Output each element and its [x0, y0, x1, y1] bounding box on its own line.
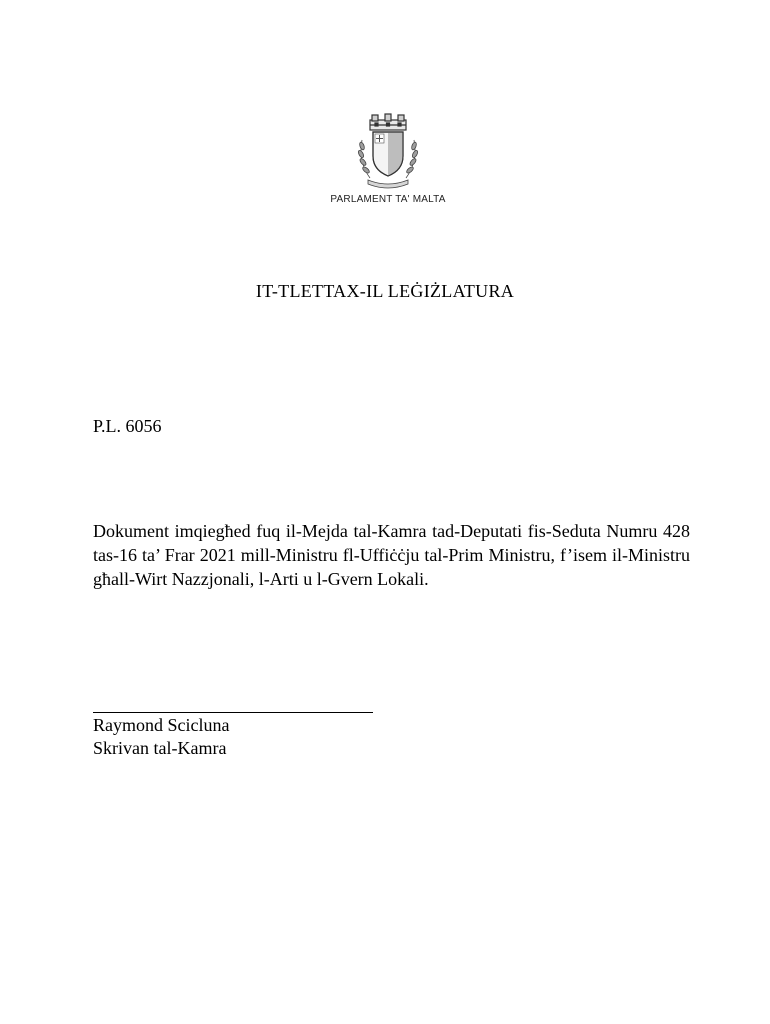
parliament-emblem: [298, 104, 478, 236]
coat-of-arms-of-malta-icon: [348, 112, 428, 192]
emblem-caption: PARLAMENT TA' MALTA: [330, 194, 446, 205]
signature-line: [93, 712, 373, 713]
legislature-heading: IT-TLETTAX-IL LEĠIŻLATURA: [255, 281, 515, 301]
document-body: Dokument imqiegħed fuq il-Mejda tal-Kamra tad-Deputati fis-Seduta Numru 428 tas-16 ta’ Frar 2021 mill-Ministru fl-Uffiċċju tal-Prim Ministru, f’isem il-Ministru għall-Wirt Nazzjonali, l-Arti u l-Gvern Lokali.: [93, 521, 690, 589]
signatory-title: Skrivan tal-Kamra: [93, 738, 227, 758]
signatory-name: Raymond Scicluna: [93, 715, 230, 735]
document-reference: P.L. 6056: [93, 416, 162, 436]
